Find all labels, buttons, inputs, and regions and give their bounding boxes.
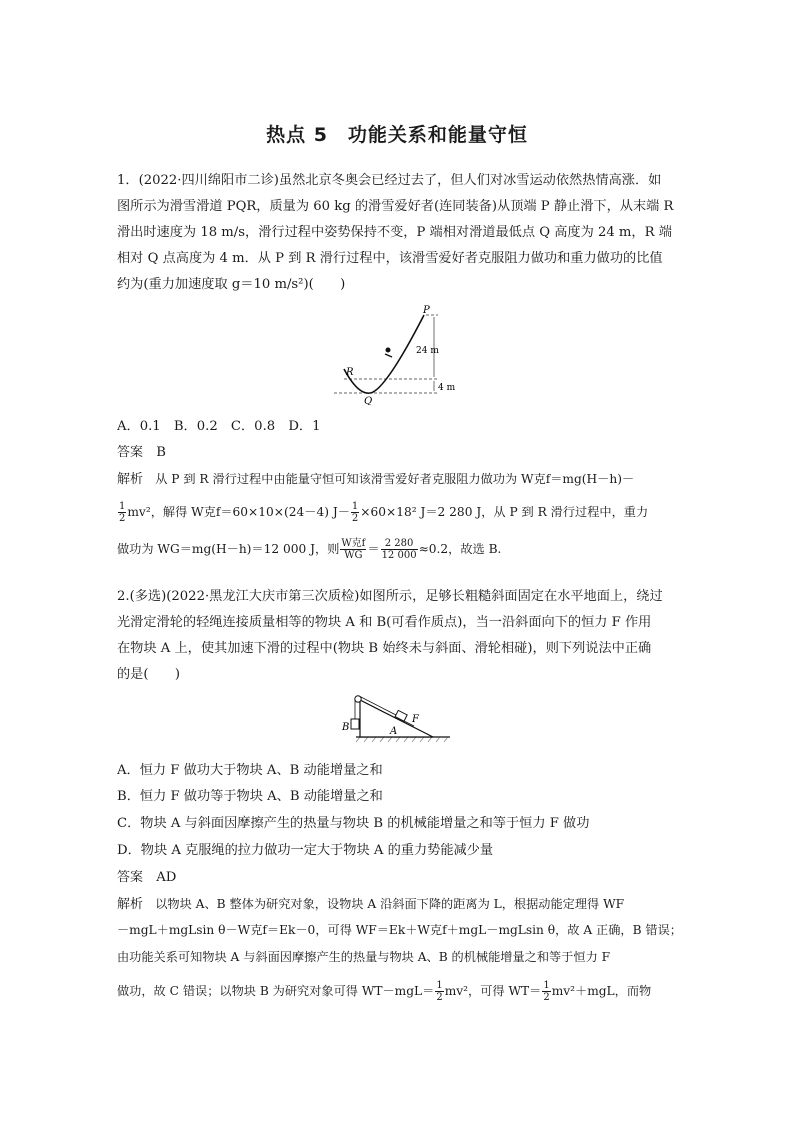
analysis-text: mv²，可得 WT＝ [444,984,542,998]
analysis-text: 做功，故 C 错误；以物块 B 为研究对象可得 WT－mgL＝ [117,984,435,998]
fraction-half: $\frac{1}{2}$ [351,501,359,524]
answer-label: 答案 [117,870,144,885]
ratio-fraction: $\frac{\text{W克f}}{WG}$ [341,538,366,561]
q1-label-q: Q [364,396,373,405]
q1-label-r: R [346,367,354,378]
q2-label-a: A [390,726,398,737]
q1-label-24m: 24 m [416,346,439,356]
q1-skier-icon [385,354,392,357]
answer-label: 答案 [117,445,144,460]
q1-analysis-line [117,471,687,488]
q1-stem-line: 1．(2022·四川绵阳市二诊)虽然北京冬奥会已经过去了，但人们对冰雪运动依然热情高涨．如 [117,173,662,188]
answer-value: AD [156,870,177,885]
q2-option: D．物块 A 克服绳的拉力做功一定大于物块 A 的重力势能减少量 [117,843,494,858]
analysis-text: 从 P 到 R 滑行过程中由能量守恒可知该滑雪爱好者克服阻力做功为 W克f＝mg(H－h)－ [155,472,635,486]
q1-answer [117,444,687,461]
value-fraction: $\frac{2 280}{12 000}$ [381,538,417,561]
q2-analysis-line: 由功能关系可知物块 A 与斜面因摩擦产生的热量与物块 A、B 的机械能增量之和等于恒力 F [117,950,611,964]
fraction-half: $\frac{1}{2}$ [436,980,443,1003]
q1-analysis-line [117,500,687,524]
q1-options: A．0.1 B．0.2 C．0.8 D．1 [117,419,321,434]
analysis-label: 解析 [117,897,144,912]
q2-analysis-line [117,896,687,913]
q2-option: C．物块 A 与斜面因摩擦产生的热量与物块 B 的机械能增量之和等于恒力 F 做功 [117,816,590,831]
q2-analysis-line [117,978,687,1004]
analysis-text: mv²，解得 W克f＝60×10×(24－4) J－ [127,505,350,519]
page-title: 热点 5 功能关系和能量守恒 [266,124,528,146]
q2-option: B．恒力 F 做功等于物块 A、B 动能增量之和 [117,789,383,804]
q2-stem-line: 光滑定滑轮的轻绳连接质量相等的物块 A 和 B(可看作质点)，当一沿斜面向下的恒力 F 作用 [117,615,652,630]
q2-stem-line: 在物块 A 上，使其加速下滑的过程中(物块 B 始终未与斜面、滑轮相碰)，则下列说法中正确 [117,641,652,656]
q1-analysis-line [117,536,687,562]
fraction-half: $\frac{1}{2}$ [119,501,126,524]
analysis-label: 解析 [117,472,144,487]
q2-label-f: F [412,714,419,725]
q2-block-b [351,719,359,729]
q2-ground-hatch [356,737,448,742]
analysis-text: ≈0.2，故选 B. [418,542,502,556]
q2-label-b: B [342,722,350,733]
q1-stem-line: 图所示为滑雪滑道 PQR，质量为 60 kg 的滑雪爱好者(连同装备)从顶端 P 静止滑下，从末端 R [117,199,674,214]
q2-stem-line: 2.(多选)(2022·黑龙江大庆市第三次质检)如图所示，足够长粗糙斜面固定在水平地面上，绕过 [117,589,663,604]
q2-answer [117,869,687,886]
analysis-text: 以物块 A、B 整体为研究对象，设物块 A 沿斜面下降的距离为 L，根据动能定理得 WF [155,897,625,911]
q2-incline-figure [338,690,453,745]
q1-stem-line: 约为(重力加速度取 g＝10 m/s²)( ) [117,277,346,292]
q1-stem-line: 滑出时速度为 18 m/s，滑行过程中姿势保持不变，P 端相对滑道最低点 Q 高度为 24 m，R 端 [117,225,672,240]
fraction-half: $\frac{1}{2}$ [543,980,550,1003]
q2-stem-line: 的是( ) [117,667,181,682]
q1-skier-icon [386,348,391,353]
analysis-text: mv²＋mgL，而物 [551,984,652,998]
q2-analysis-line: －mgL＋mgLsin θ－W克f＝Ek－0，可得 WF＝Ek＋W克f＋mgL－mgLsin θ，故 A 正确，B 错误； [117,923,682,937]
q1-stem-line: 相对 Q 点高度为 4 m．从 P 到 R 滑行过程中，该滑雪爱好者克服阻力做功和重力做功的比值 [117,251,663,266]
q1-ski-slope-figure [330,303,455,405]
analysis-text: ×60×18² J＝2 280 J，从 P 到 R 滑行过程中，重力 [360,505,649,519]
equals-sign: ＝ [367,542,380,556]
answer-value: B [156,445,166,460]
q1-label-p: P [423,305,430,316]
q1-label-4m: 4 m [438,383,455,393]
q2-option: A．恒力 F 做功大于物块 A、B 动能增量之和 [117,763,383,778]
q1-slope-curve [344,315,424,393]
analysis-text: 做功为 WG＝mg(H－h)＝12 000 J，则 [117,542,340,556]
